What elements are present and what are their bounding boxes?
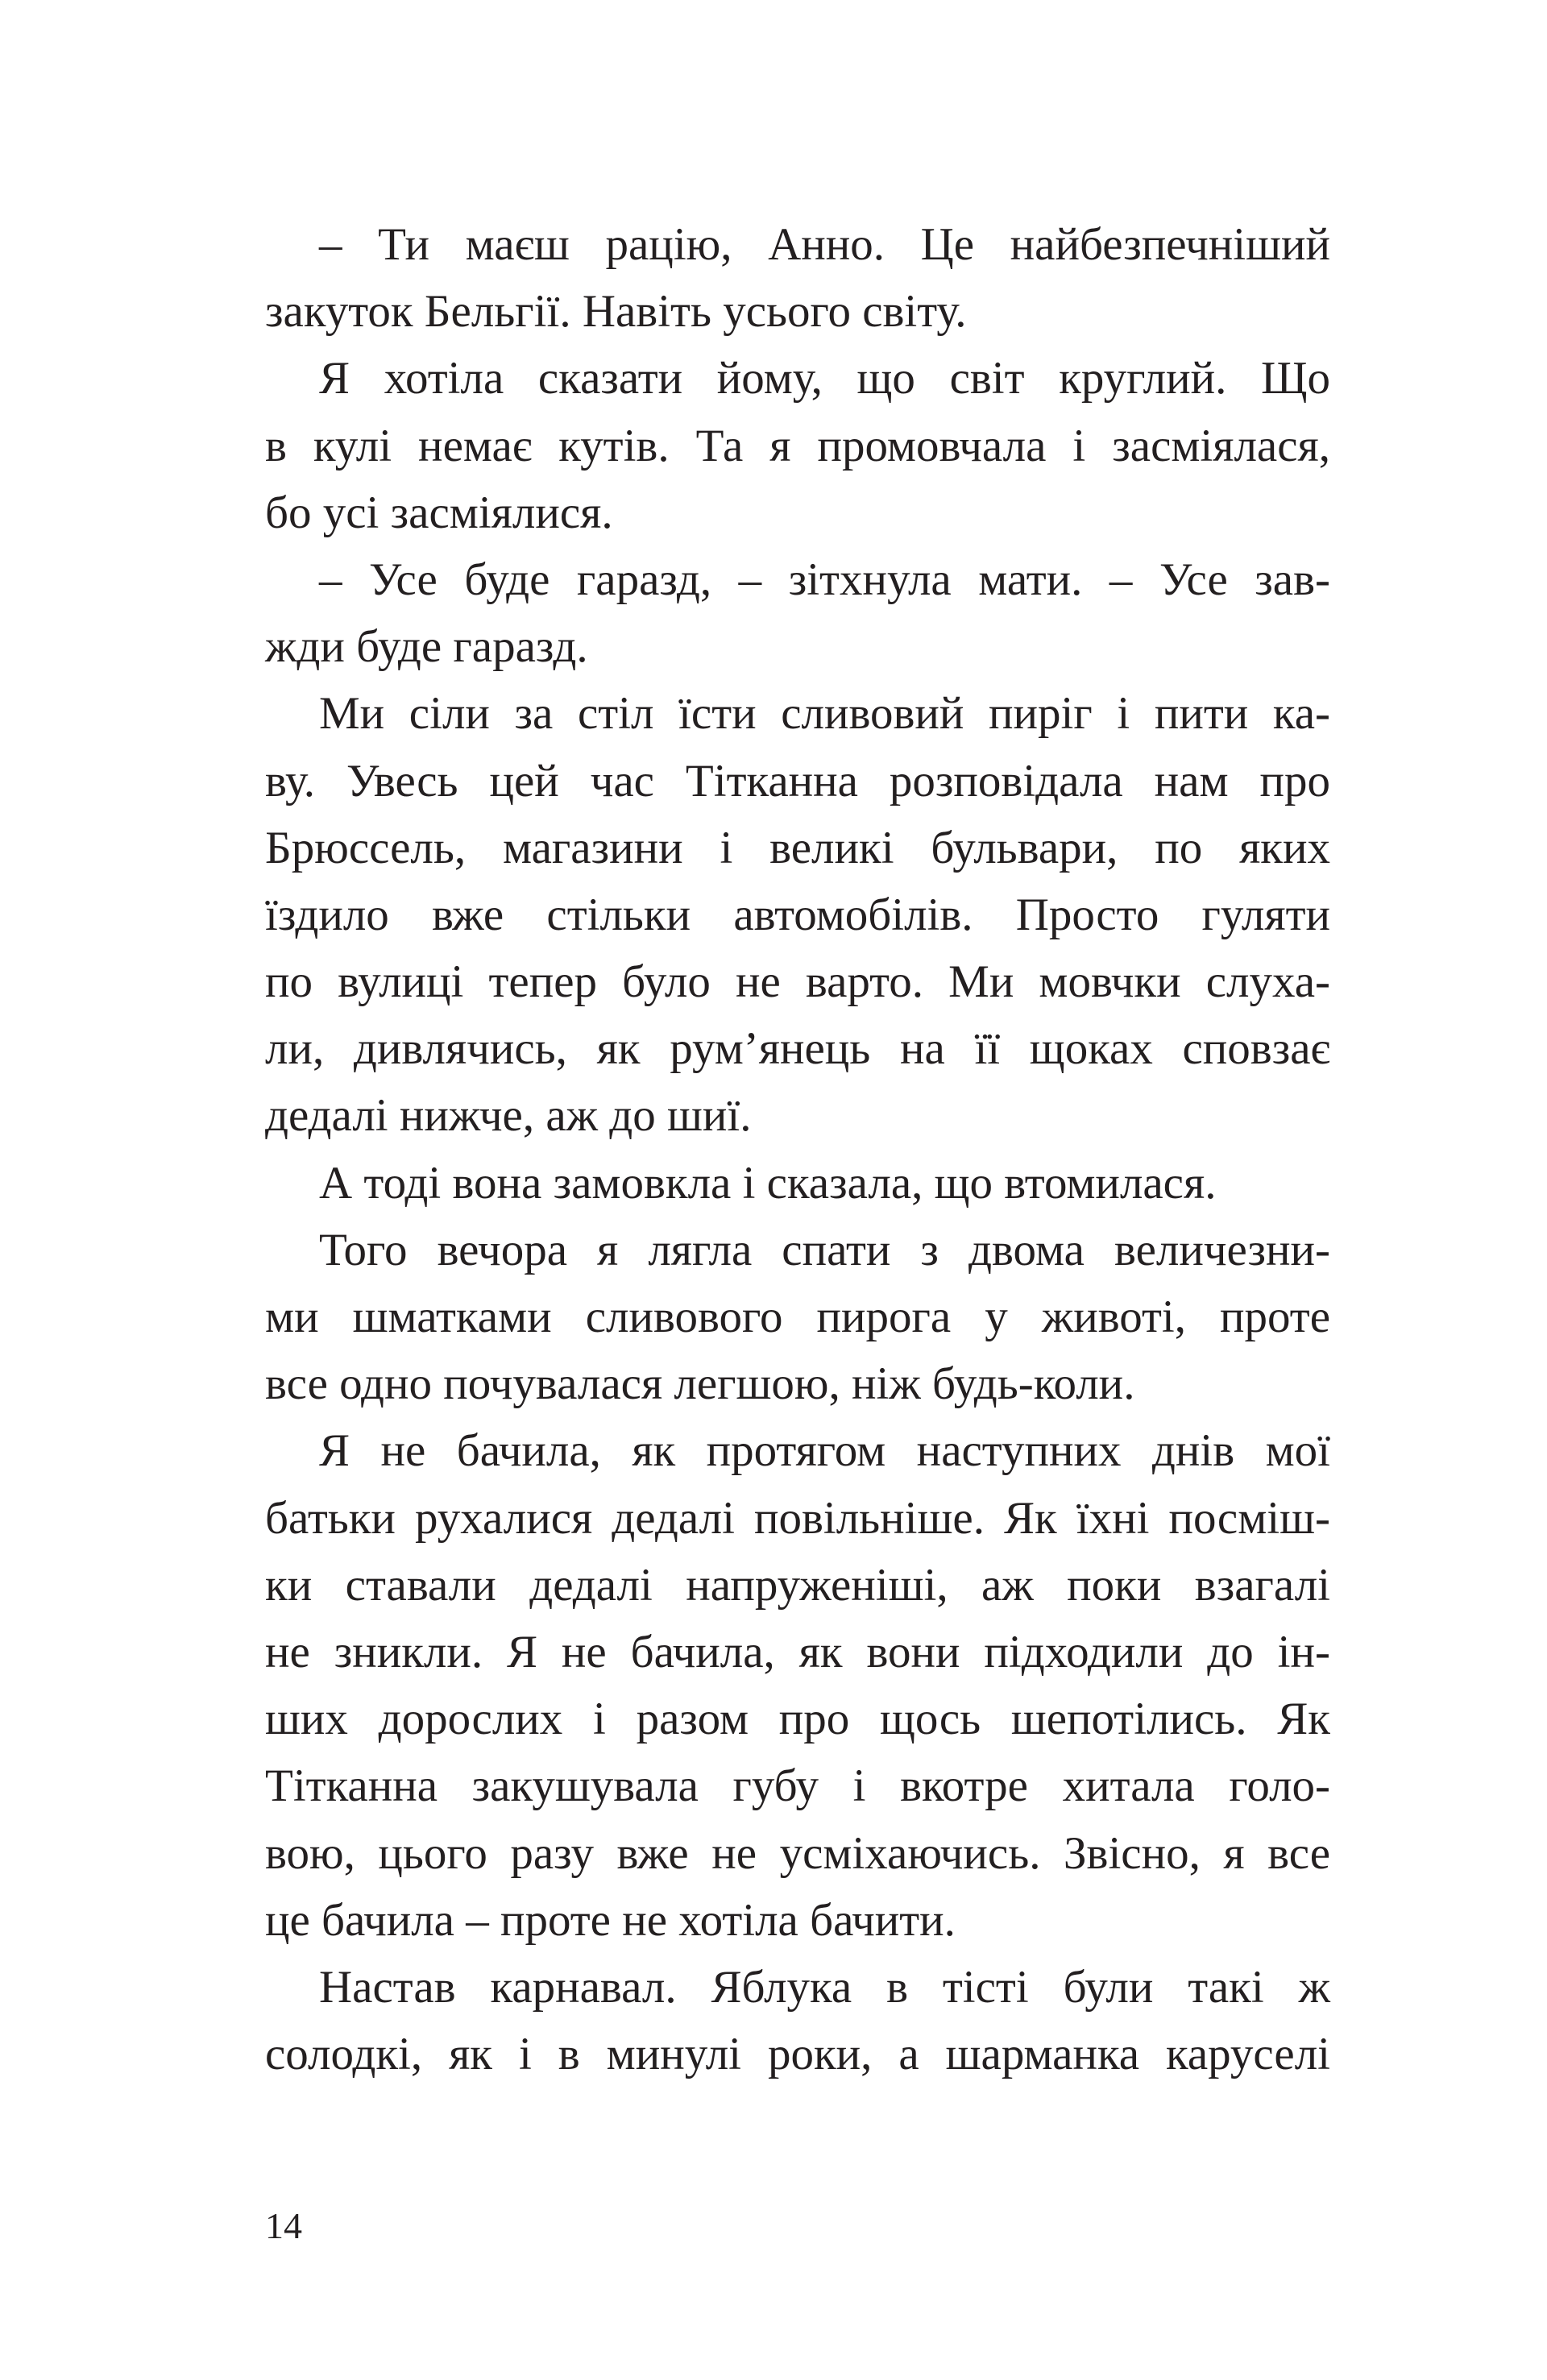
text-line: по вулиці тепер було не варто. Ми мовчки слуха- xyxy=(265,956,1330,1008)
text-line: ву. Увесь цей час Тітканна розповідала нам про xyxy=(265,755,1330,806)
text-line: ли, дивлячись, як рум’янець на її щоках сповзає xyxy=(265,1023,1330,1075)
text-line: Ми сіли за стіл їсти сливовий пиріг і пити ка- xyxy=(319,688,1330,740)
text-line: це бачила – проте не хотіла бачити. xyxy=(265,1894,956,1946)
text-line: дедалі нижче, аж до шиї. xyxy=(265,1090,752,1142)
text-line: – Усе буде гаразд, – зітхнула мати. – Усе зав- xyxy=(319,554,1330,605)
text-line: закуток Бельгії. Навіть усього світу. xyxy=(265,286,967,338)
text-line: Того вечора я лягла спати з двома величезни- xyxy=(319,1224,1330,1275)
text-line: Тітканна закушувала губу і вкотре хитала голо- xyxy=(265,1760,1330,1812)
text-line: – Ти маєш рацію, Анно. Це найбезпечніший xyxy=(319,219,1330,270)
page-number: 14 xyxy=(265,2205,302,2246)
text-line: солодкі, як і в минулі роки, а шарманка каруселі xyxy=(265,2029,1330,2080)
text-line: А тоді вона замовкла і сказала, що втомилася. xyxy=(319,1157,1217,1209)
text-line: батьки рухалися дедалі повільніше. Як їхні посміш- xyxy=(265,1492,1330,1544)
text-line: в кулі немає кутів. Та я промовчала і засміялася, xyxy=(265,420,1330,471)
text-line: ки ставали дедалі напруженіші, аж поки взагалі xyxy=(265,1559,1330,1611)
text-line: Настав карнавал. Яблука в тісті були такі ж xyxy=(319,1961,1330,2013)
text-line: не зникли. Я не бачила, як вони підходили до ін- xyxy=(265,1626,1330,1677)
text-line: все одно почувалася легшою, ніж будь-коли. xyxy=(265,1358,1135,1410)
text-line: вою, цього разу вже не усміхаючись. Звісно, я все xyxy=(265,1827,1330,1879)
text-line: жди буде гаразд. xyxy=(265,621,588,673)
text-line: Брюссель, магазини і великі бульвари, по яких xyxy=(265,822,1330,873)
text-line: ших дорослих і разом про щось шепотілись. Як xyxy=(265,1694,1330,1745)
text-line: ми шматками сливового пирога у животі, проте xyxy=(265,1292,1330,1342)
body-text xyxy=(265,211,1330,2088)
text-line: Я не бачила, як протягом наступних днів мої xyxy=(319,1425,1330,1477)
text-line: їздило вже стільки автомобілів. Просто гуляти xyxy=(265,889,1330,940)
text-line: бо усі засміялися. xyxy=(265,487,613,538)
text-line: Я хотіла сказати йому, що світ круглий. Що xyxy=(319,353,1330,404)
